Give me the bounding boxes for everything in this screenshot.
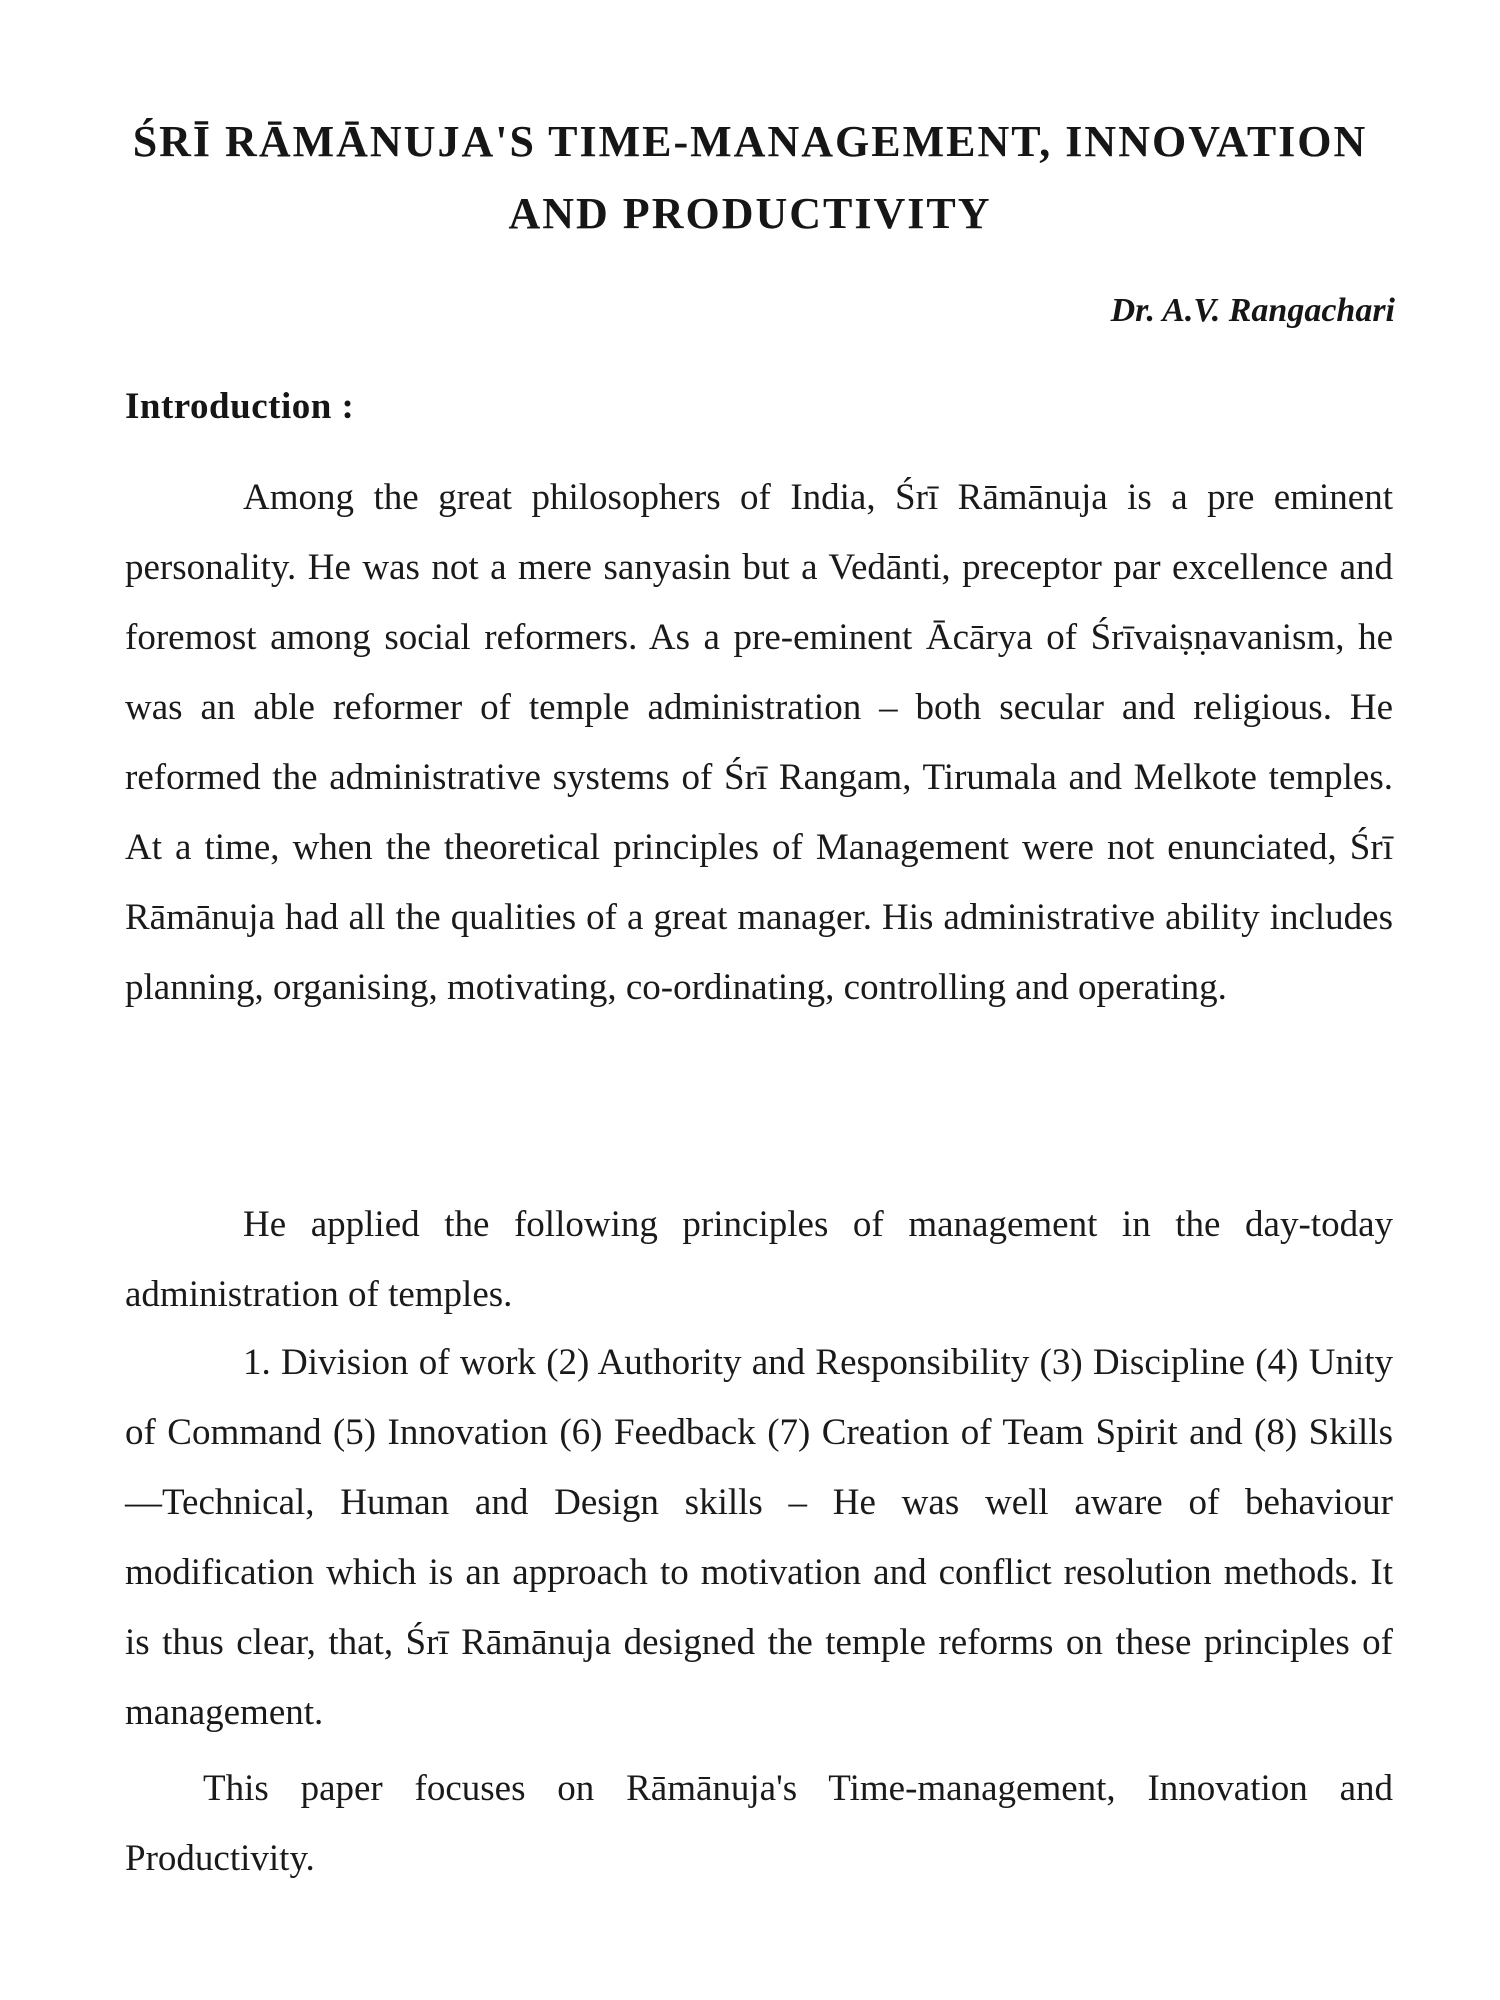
paragraph-principles-intro: He applied the following principles of management in the day-today administration of temples. — [125, 1204, 1393, 1315]
page-title-line-1: ŚRĪ RĀMĀNUJA'S TIME-MANAGEMENT, INNOVATION — [132, 117, 1368, 166]
paragraph-principles-list: 1. Division of work (2) Authority and Responsibility (3) Discipline (4) Unity of Command (5) Innovation (6) Feedback (7) Creation of Team Spirit and (8) Skills—Technical, Human and Design skills – He was well aware of behaviour modification which is an approach to motivation and conflict resolution methods. It is thus clear, that, Śrī Rāmānuja designed the temple reforms on these principles of management. — [125, 1342, 1393, 1733]
paragraph-paper-focus: This paper focuses on Rāmānuja's Time-management, Innovation and Productivity. — [125, 1768, 1393, 1879]
author-byline: Dr. A.V. Rangachari — [1110, 292, 1395, 329]
section-heading-introduction: Introduction : — [125, 386, 355, 427]
paragraph-introduction: Among the great philosophers of India, Śrī Rāmānuja is a pre eminent personality. He was not a mere sanyasin but a Vedānti, preceptor par excellence and foremost among social reformers. As a pre-eminent Ācārya of Śrīvaiṣṇavanism, he was an able reformer of temple administration – both secular and religious. He reformed the administrative systems of Śrī Rangam, Tirumala and Melkote temples. At a time, when the theoretical principles of Management were not enunciated, Śrī Rāmānuja had all the qualities of a great manager. His administrative ability includes planning, organising, motivating, co-ordinating, controlling and operating. — [125, 477, 1393, 1008]
page-title-line-2: AND PRODUCTIVITY — [508, 189, 992, 238]
